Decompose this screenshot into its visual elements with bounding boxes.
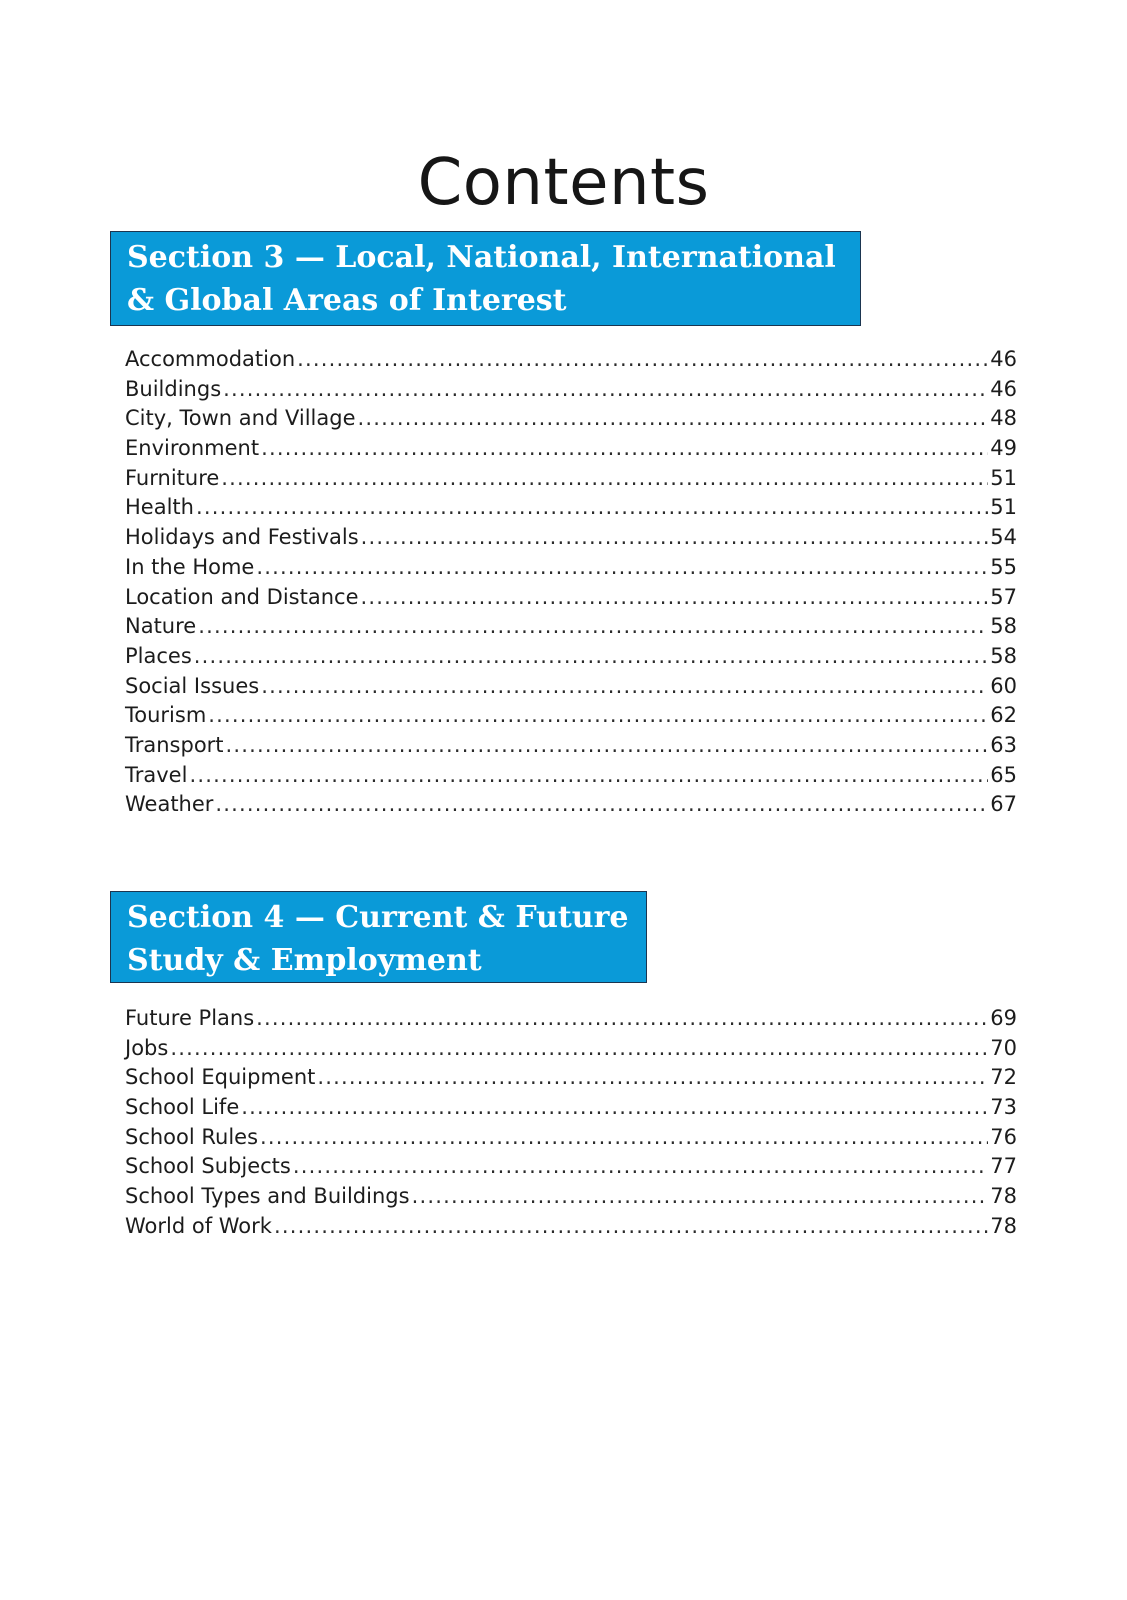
toc-entry-page-number: 73	[990, 1095, 1017, 1120]
section-4-heading	[110, 891, 647, 983]
toc-entry[interactable]	[125, 583, 1017, 613]
toc-entry-label: World of Work	[125, 1213, 272, 1238]
toc-entry[interactable]	[125, 464, 1017, 494]
toc-entry-label: In the Home	[125, 554, 255, 579]
page-title: Contents	[417, 145, 710, 220]
toc-entry[interactable]	[125, 672, 1017, 702]
section-heading-line: & Global Areas of Interest	[127, 283, 567, 318]
dot-leader	[274, 1212, 988, 1242]
toc-entry-label: Tourism	[125, 703, 207, 728]
toc-entry-label: Health	[125, 495, 194, 520]
toc-entry-page-number: 62	[990, 703, 1017, 728]
dot-leader	[189, 761, 988, 791]
toc-entry-label: Transport	[125, 732, 224, 757]
dot-leader	[260, 1123, 988, 1153]
toc-entry[interactable]	[125, 375, 1017, 405]
section-heading-line: Study & Employment	[127, 943, 482, 978]
toc-entry[interactable]	[125, 523, 1017, 553]
toc-entry[interactable]	[125, 493, 1017, 523]
toc-entry-page-number: 51	[990, 495, 1017, 520]
toc-entry-label: School Equipment	[125, 1065, 316, 1090]
toc-entry-page-number: 58	[990, 614, 1017, 639]
toc-entry-label: City, Town and Village	[125, 406, 356, 431]
toc-entry[interactable]	[125, 1212, 1017, 1242]
dot-leader	[261, 672, 988, 702]
toc-entry-label: School Life	[125, 1095, 240, 1120]
dot-leader	[317, 1063, 988, 1093]
toc-entry[interactable]	[125, 790, 1017, 820]
toc-entry-page-number: 76	[990, 1124, 1017, 1149]
toc-entry-label: School Subjects	[125, 1154, 291, 1179]
section-3-toc	[125, 345, 1017, 820]
section-3-heading	[110, 231, 861, 326]
toc-entry[interactable]	[125, 345, 1017, 375]
toc-entry-label: Nature	[125, 614, 197, 639]
toc-entry-label: School Types and Buildings	[125, 1184, 410, 1209]
toc-entry-label: School Rules	[125, 1124, 259, 1149]
toc-entry-page-number: 51	[990, 465, 1017, 490]
dot-leader	[196, 493, 988, 523]
toc-entry-page-number: 55	[990, 554, 1017, 579]
dot-leader	[226, 731, 989, 761]
toc-entry-label: Environment	[125, 436, 260, 461]
toc-entry-label: Future Plans	[125, 1006, 255, 1030]
toc-entry-label: Travel	[125, 762, 188, 787]
dot-leader	[221, 464, 988, 494]
toc-entry-page-number: 58	[990, 643, 1017, 668]
toc-entry-label: Social Issues	[125, 673, 260, 698]
toc-entry[interactable]	[125, 404, 1017, 434]
toc-entry-label: Accommodation	[125, 347, 296, 371]
section-heading-line: Section 3 — Local, National, International	[127, 240, 836, 275]
toc-entry-label: Furniture	[125, 465, 220, 490]
toc-entry[interactable]	[125, 1093, 1017, 1123]
toc-entry-page-number: 72	[990, 1065, 1017, 1090]
toc-entry[interactable]	[125, 1004, 1017, 1034]
toc-entry-label: Places	[125, 643, 192, 668]
dot-leader	[256, 1004, 988, 1034]
toc-entry-page-number: 78	[990, 1184, 1017, 1209]
toc-entry-label: Buildings	[125, 376, 222, 401]
dot-leader	[170, 1034, 988, 1064]
toc-entry-page-number: 57	[990, 584, 1017, 609]
toc-entry-page-number: 67	[990, 792, 1017, 817]
dot-leader	[297, 345, 988, 375]
section-heading-line: Section 4 — Current & Future	[127, 900, 629, 935]
dot-leader	[361, 583, 989, 613]
toc-entry-label: Jobs	[125, 1035, 169, 1060]
toc-entry-label: Holidays and Festivals	[125, 525, 359, 550]
dot-leader	[261, 434, 988, 464]
dot-leader	[358, 404, 989, 434]
toc-entry-label: Weather	[125, 792, 214, 817]
toc-entry[interactable]	[125, 434, 1017, 464]
dot-leader	[223, 375, 988, 405]
dot-leader	[198, 612, 988, 642]
toc-entry-page-number: 60	[990, 673, 1017, 698]
toc-entry[interactable]	[125, 642, 1017, 672]
dot-leader	[293, 1152, 988, 1182]
toc-entry-page-number: 77	[990, 1154, 1017, 1179]
toc-entry[interactable]	[125, 1034, 1017, 1064]
toc-entry-page-number: 49	[990, 436, 1017, 461]
dot-leader	[208, 701, 988, 731]
dot-leader	[256, 553, 988, 583]
toc-entry[interactable]	[125, 553, 1017, 583]
toc-entry-page-number: 65	[990, 762, 1017, 787]
dot-leader	[215, 790, 988, 820]
toc-entry[interactable]	[125, 612, 1017, 642]
toc-entry-page-number: 48	[990, 406, 1017, 431]
toc-entry[interactable]	[125, 701, 1017, 731]
toc-entry-page-number: 46	[990, 347, 1017, 371]
toc-entry[interactable]	[125, 731, 1017, 761]
toc-entry[interactable]	[125, 761, 1017, 791]
section-4-toc	[125, 1004, 1017, 1242]
toc-entry-page-number: 46	[990, 376, 1017, 401]
toc-entry[interactable]	[125, 1063, 1017, 1093]
toc-entry-page-number: 69	[990, 1006, 1017, 1030]
toc-entry[interactable]	[125, 1123, 1017, 1153]
toc-entry-label: Location and Distance	[125, 584, 359, 609]
dot-leader	[241, 1093, 988, 1123]
toc-entry[interactable]	[125, 1152, 1017, 1182]
dot-leader	[194, 642, 988, 672]
toc-entry-page-number: 78	[990, 1213, 1017, 1238]
toc-entry-page-number: 63	[990, 732, 1017, 757]
toc-entry-page-number: 54	[990, 525, 1017, 550]
toc-entry-page-number: 70	[990, 1035, 1017, 1060]
dot-leader	[361, 523, 989, 553]
toc-entry[interactable]	[125, 1182, 1017, 1212]
dot-leader	[412, 1182, 989, 1212]
